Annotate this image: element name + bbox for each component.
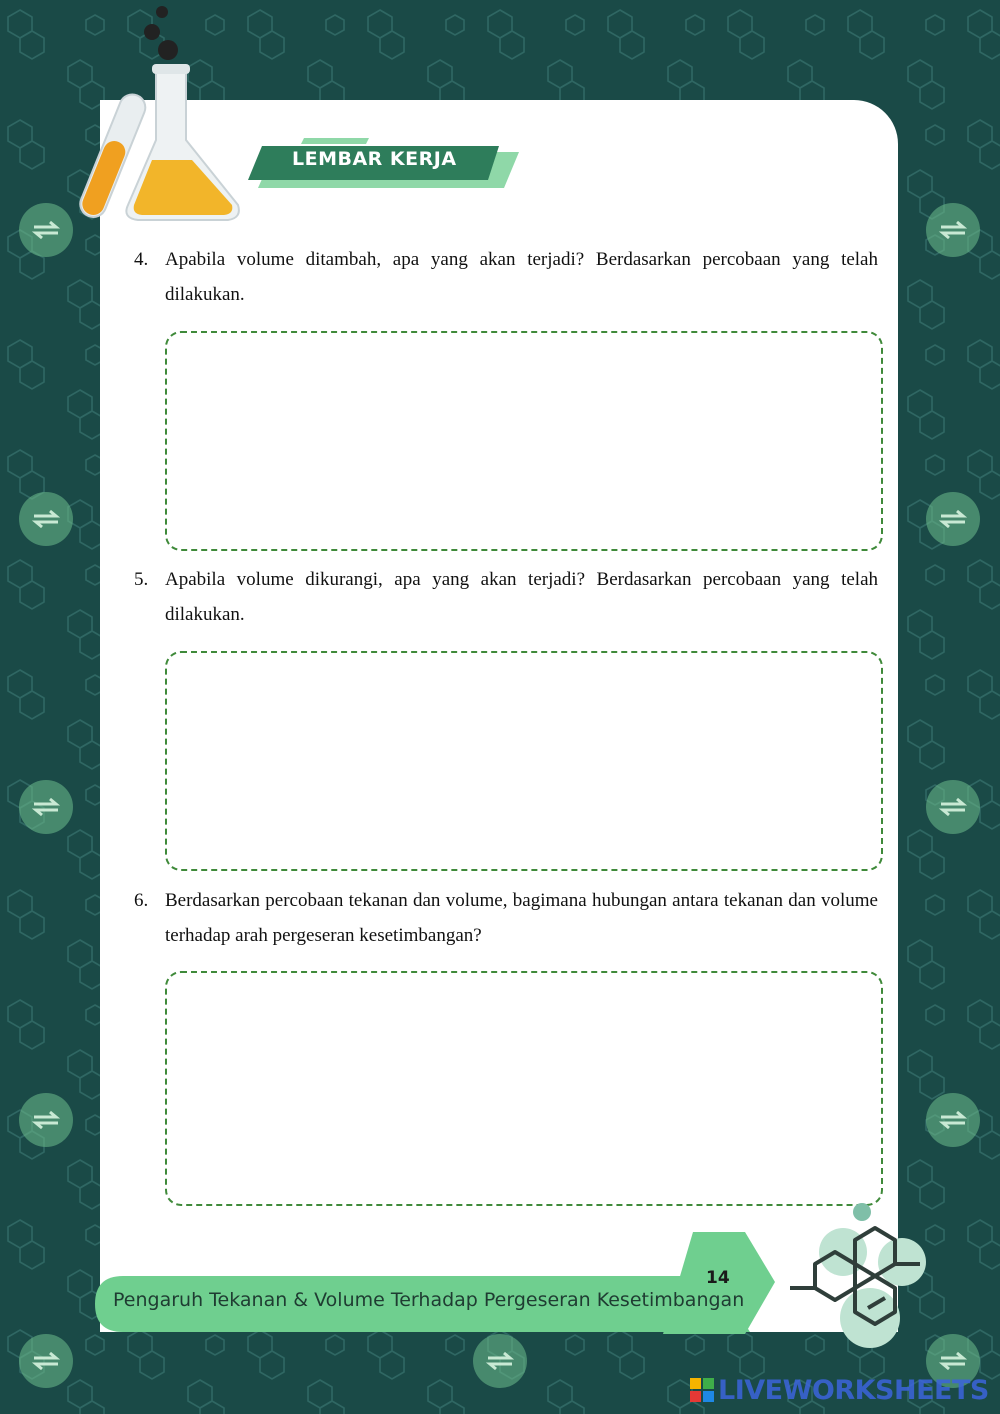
question-item — [134, 883, 878, 953]
equilibrium-arrows-icon — [19, 492, 73, 546]
header-banner-label: LEMBAR KERJA — [292, 148, 457, 170]
question-item — [134, 562, 878, 632]
lab-flask-icon — [60, 0, 260, 235]
watermark-text: LIVEWORKSHEETS — [718, 1374, 989, 1406]
equilibrium-arrows-icon — [926, 780, 980, 834]
question-item — [134, 242, 878, 312]
page-number: 14 — [706, 1268, 730, 1288]
question-number: 6. — [134, 890, 149, 911]
liveworksheets-watermark — [690, 1374, 989, 1406]
question-text: Berdasarkan percobaan tekanan dan volume, bagimana hubungan antara tekanan dan volume terhadap arah pergeseran kesetimbangan? — [165, 890, 878, 946]
molecule-icon — [780, 1200, 930, 1350]
question-text: Apabila volume dikurangi, apa yang akan terjadi? Berdasarkan percobaan yang telah dilakukan. — [165, 569, 878, 625]
question-number: 5. — [134, 569, 149, 590]
equilibrium-arrows-icon — [926, 492, 980, 546]
equilibrium-arrows-icon — [19, 1334, 73, 1388]
equilibrium-arrows-icon — [19, 1093, 73, 1147]
answer-box[interactable] — [165, 651, 883, 871]
liveworksheets-logo-icon — [690, 1378, 714, 1402]
answer-box[interactable] — [165, 331, 883, 551]
equilibrium-arrows-icon — [926, 1093, 980, 1147]
question-text: Apabila volume ditambah, apa yang akan terjadi? Berdasarkan percobaan yang telah dilakukan. — [165, 249, 878, 305]
answer-box[interactable] — [165, 971, 883, 1206]
footer-title: Pengaruh Tekanan & Volume Terhadap Pergeseran Kesetimbangan — [113, 1289, 745, 1311]
equilibrium-arrows-icon — [926, 203, 980, 257]
question-number: 4. — [134, 249, 149, 270]
equilibrium-arrows-icon — [19, 780, 73, 834]
equilibrium-arrows-icon — [473, 1334, 527, 1388]
footer-ribbon — [95, 1232, 785, 1334]
